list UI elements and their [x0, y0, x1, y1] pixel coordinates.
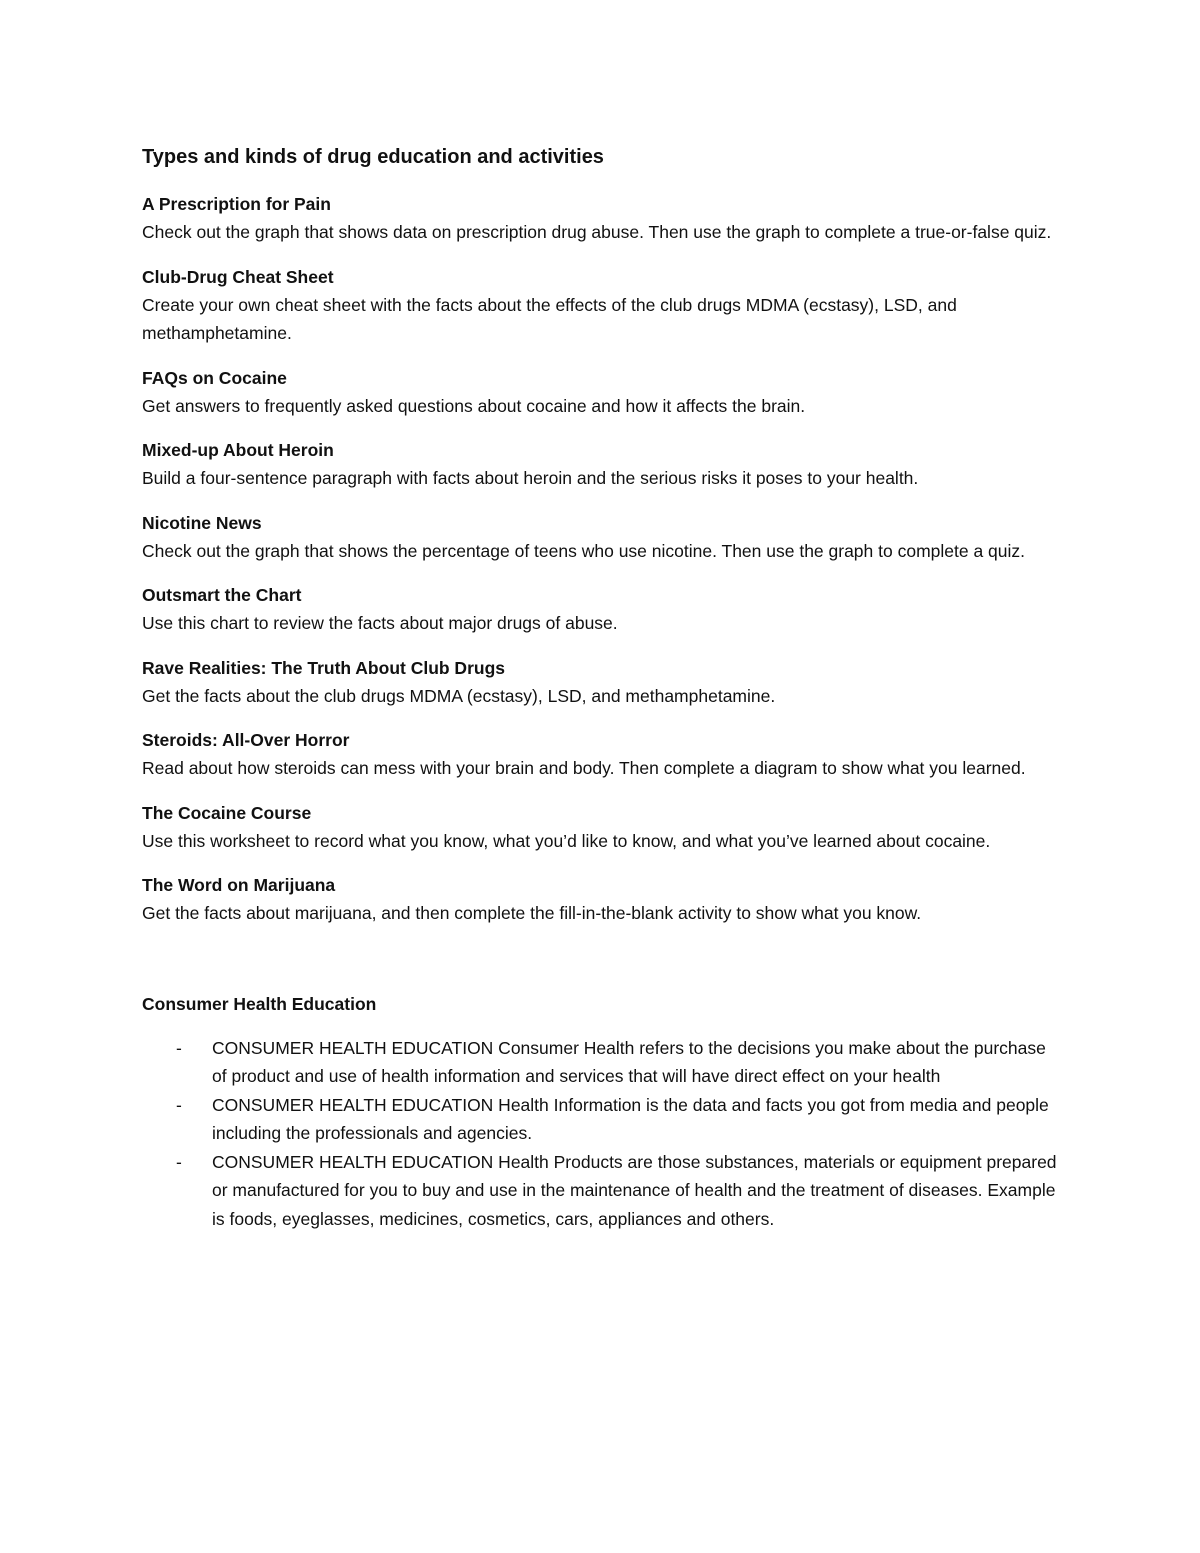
activity-title: Rave Realities: The Truth About Club Drugs — [142, 657, 505, 678]
activity-item — [142, 364, 1062, 421]
activity-title: The Word on Marijuana — [142, 875, 336, 895]
consumer-health-heading: Consumer Health Education — [142, 993, 377, 1014]
list-item — [142, 1091, 1062, 1148]
list-item-text: CONSUMER HEALTH EDUCATION Health Products are those substances, materials or equipment prepared or manufactured for you to buy and use in the maintenance of health and the treatment of diseases. Example is foods, eyeglasses, medicines, cosmetics, cars, appliances and others. — [212, 1151, 1057, 1229]
activity-title: Club-Drug Cheat Sheet — [142, 266, 334, 287]
activity-title: The Cocaine Course — [142, 802, 312, 823]
activity-description: Use this chart to review the facts about major drugs of abuse. — [142, 613, 618, 633]
activity-item — [142, 799, 1062, 856]
activity-title: A Prescription for Pain — [142, 194, 331, 214]
activity-item — [142, 190, 1062, 247]
activity-item — [142, 509, 1062, 566]
activity-item — [142, 654, 1062, 711]
list-item — [142, 1034, 1062, 1091]
activity-description: Get the facts about marijuana, and then complete the fill-in-the-blank activity to show what you know. — [142, 903, 922, 923]
activity-title: Mixed-up About Heroin — [142, 440, 334, 460]
activity-item — [142, 436, 1062, 493]
activity-description: Use this worksheet to record what you know, what you’d like to know, and what you’ve learned about cocaine. — [142, 830, 991, 851]
activity-description: Create your own cheat sheet with the facts about the effects of the club drugs MDMA (ecstasy), LSD, and methamphetamine. — [142, 294, 957, 343]
activity-description: Read about how steroids can mess with your brain and body. Then complete a diagram to show what you learned. — [142, 758, 1026, 778]
activity-description: Check out the graph that shows the percentage of teens who use nicotine. Then use the graph to complete a quiz. — [142, 540, 1026, 561]
document-page — [142, 142, 1062, 1233]
consumer-health-list — [142, 1034, 1062, 1234]
activity-description: Check out the graph that shows data on prescription drug abuse. Then use the graph to complete a true-or-false quiz. — [142, 222, 1052, 242]
bullet-dash: - — [176, 1037, 182, 1058]
list-item-text: CONSUMER HEALTH EDUCATION Health Information is the data and facts you got from media and people including the professionals and agencies. — [212, 1094, 1049, 1143]
activity-item — [142, 263, 1062, 348]
bullet-dash: - — [176, 1151, 182, 1172]
activity-title: Steroids: All-Over Horror — [142, 730, 350, 750]
activity-item — [142, 726, 1062, 783]
document-title: Types and kinds of drug education and activities — [142, 146, 604, 168]
bullet-dash: - — [176, 1094, 182, 1115]
activity-description: Get the facts about the club drugs MDMA (ecstasy), LSD, and methamphetamine. — [142, 685, 776, 706]
activity-title: FAQs on Cocaine — [142, 367, 287, 388]
list-item — [142, 1148, 1062, 1234]
activity-description: Build a four-sentence paragraph with facts about heroin and the serious risks it poses to your health. — [142, 468, 919, 488]
activity-description: Get answers to frequently asked questions about cocaine and how it affects the brain. — [142, 395, 806, 416]
activity-title: Outsmart the Chart — [142, 585, 302, 605]
activity-item — [142, 581, 1062, 638]
activity-item — [142, 871, 1062, 928]
activities-list — [142, 190, 1062, 928]
list-item-text: CONSUMER HEALTH EDUCATION Consumer Health refers to the decisions you make about the purchase of product and use of health information and services that will have direct effect on your health — [212, 1037, 1046, 1086]
activity-title: Nicotine News — [142, 512, 262, 533]
